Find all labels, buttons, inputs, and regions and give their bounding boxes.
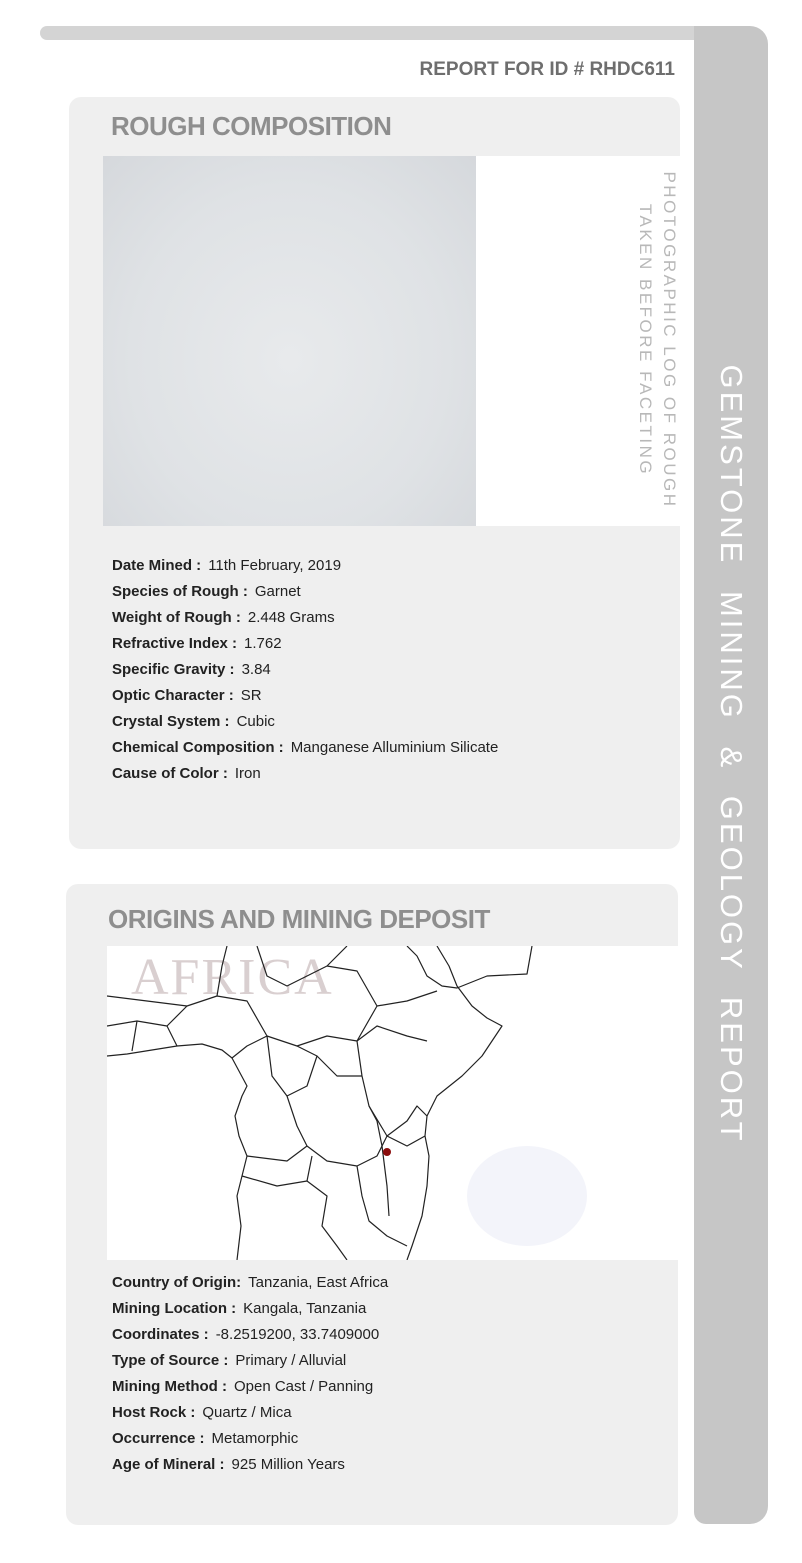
africa-map <box>107 946 678 1260</box>
spec-row-specific-gravity: Specific Gravity : 3.84 <box>112 661 271 678</box>
side-banner-text: GEMSTONE MINING & GEOLOGY REPORT <box>714 364 749 1144</box>
spec-row-mining-location: Mining Location : Kangala, Tanzania <box>112 1300 367 1317</box>
spec-row-type-of-source: Type of Source : Primary / Alluvial <box>112 1352 347 1369</box>
garnet-photo <box>103 156 476 526</box>
top-frame-bar <box>40 26 740 40</box>
map-label: AFRICA <box>131 949 334 1006</box>
spec-row-occurrence: Occurrence : Metamorphic <box>112 1430 299 1447</box>
spec-row-date-mined: Date Mined : 11th February, 2019 <box>112 557 342 574</box>
spec-row-host-rock: Host Rock : Quartz / Mica <box>112 1404 292 1421</box>
spec-row-optic-character: Optic Character : SR <box>112 687 262 704</box>
rough-specs-list <box>112 553 498 787</box>
origins-title: ORIGINS AND MINING DEPOSIT <box>108 904 490 934</box>
photo-caption: PHOTOGRAPHIC LOG OF ROUGH TAKEN BEFORE FACETING <box>636 171 679 509</box>
spec-row-country: Country of Origin: Tanzania, East Africa <box>112 1274 389 1291</box>
report-id: REPORT FOR ID # RHDC611 <box>419 59 675 80</box>
spec-row-chemical-composition: Chemical Composition : Manganese Alluminium Silicate <box>112 739 499 756</box>
location-marker-icon <box>383 1148 391 1156</box>
spec-row-cause-of-color: Cause of Color : Iron <box>112 765 261 782</box>
spec-row-age: Age of Mineral : 925 Million Years <box>112 1456 345 1473</box>
spec-row-crystal-system: Crystal System : Cubic <box>112 713 275 730</box>
origins-specs-list <box>112 1270 388 1478</box>
spec-row-refractive-index: Refractive Index : 1.762 <box>112 635 282 652</box>
spec-row-species: Species of Rough : Garnet <box>112 583 301 600</box>
spec-row-coordinates: Coordinates : -8.2519200, 33.7409000 <box>112 1326 380 1343</box>
rough-composition-title: ROUGH COMPOSITION <box>111 111 392 141</box>
spec-row-mining-method: Mining Method : Open Cast / Panning <box>112 1378 374 1395</box>
spec-row-weight: Weight of Rough : 2.448 Grams <box>112 609 335 626</box>
africa-map-icon <box>107 946 678 1260</box>
